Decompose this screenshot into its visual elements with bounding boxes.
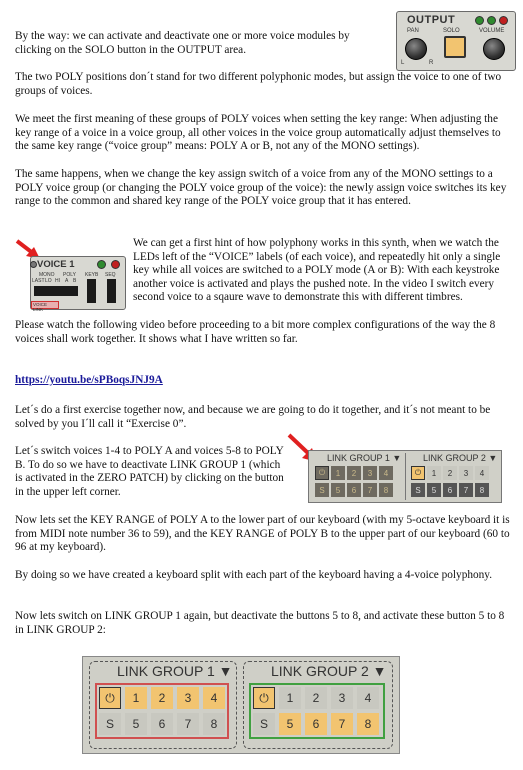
lg1-large-solo-button[interactable]: S [99,713,121,735]
paragraph-8: Let´s switch voices 1-4 to POLY A and voices 5-8 to POLY B. To do so we have to deactivate LINK GROUP 1 (which is activated in the ZERO PATCH) by clicking on the button in the upper left corner. [15,445,284,498]
link-group-divider [405,453,406,500]
lg2-large-button-4[interactable]: 4 [357,687,379,709]
keyb-label: KEYB [85,272,99,278]
pan-knob[interactable] [405,38,427,60]
paragraph-4: The same happens, when we change the key assign switch of a voice from any of the MONO settings to a POLY voice group (or changing the POLY voice group of the voice): the newly assign voice switches its key range to the common and shared key range of the POLY voice group that it has entered. [15,168,507,208]
pan-right-mark: R [429,60,434,66]
lg1-button-6[interactable]: 6 [347,483,361,497]
output-led-3-icon [499,16,508,25]
lg1-large-button-2[interactable]: 2 [151,687,173,709]
link-group-2-title: LINK GROUP 2 ▼ [423,453,498,463]
lg1-button-2[interactable]: 2 [347,466,361,480]
lg1-large-power-button[interactable]: ⏻ [99,687,121,709]
lg1-large-button-4[interactable]: 4 [203,687,225,709]
lg2-large-button-6[interactable]: 6 [305,713,327,735]
volume-label: VOLUME [479,28,505,34]
lg2-button-2[interactable]: 2 [443,466,457,480]
output-title: OUTPUT [407,14,456,26]
paragraph-6: Please watch the following video before proceeding to a bit more complex configurations of the way the 8 voices shall work together. It shows what I have written so far. [15,319,496,345]
paragraph-7: Let´s do a first exercise together now, and because we are going to do it together, and it´s not meant to be solved by you I´ll call it “Exercise 0”. [15,404,491,430]
lg1-large-button-7[interactable]: 7 [177,713,199,735]
lg2-large-button-2[interactable]: 2 [305,687,327,709]
link-group-2-large-title: LINK GROUP 2 ▼ [271,663,387,679]
link-group-1-large-title: LINK GROUP 1 ▼ [117,663,233,679]
b-label: B [73,278,77,284]
video-link[interactable]: https://youtu.be/sPBoqsJNJ9A [15,374,163,386]
output-led-2-icon [487,16,496,25]
lg2-large-button-3[interactable]: 3 [331,687,353,709]
output-module [396,11,516,71]
lg1-large-button-5[interactable]: 5 [125,713,147,735]
lg2-button-7[interactable]: 7 [459,483,473,497]
paragraph-5: We can get a first hint of how polyphony works in this synth, when we watch the LEDs left of the “VOICE” labels (of each voice), and repeatedly hit only a single key while all voices are switched to a POLY mode (A or B): With each keystroke another voice is activated and plays the pushed note. In the video I switch every second voice to a sqaure wave to demonstrate this with different timbres. [133,237,501,304]
voice-module [30,256,126,310]
pan-left-mark: L [401,60,405,66]
solo-button[interactable] [444,36,466,58]
lg1-button-3[interactable]: 3 [363,466,377,480]
voice-title: VOICE 1 [37,259,75,270]
lg2-button-6[interactable]: 6 [443,483,457,497]
lg2-large-power-button[interactable]: ⏻ [253,687,275,709]
keyb-switch[interactable] [87,279,96,303]
lg2-button-4[interactable]: 4 [475,466,489,480]
lg2-button-5[interactable]: 5 [427,483,441,497]
lg2-large-button-1[interactable]: 1 [279,687,301,709]
paragraph-11: Now lets switch on LINK GROUP 1 again, but deactivate the buttons 5 to 8, and activate these button 5 to 8 in LINK GROUP 2: [15,610,505,636]
lg2-button-8[interactable]: 8 [475,483,489,497]
hi-label: HI [55,278,60,284]
seq-switch[interactable] [107,279,116,303]
last-label: LAST [32,278,45,284]
lg2-button-3[interactable]: 3 [459,466,473,480]
lg1-large-button-8[interactable]: 8 [203,713,225,735]
pan-label: PAN [407,28,419,34]
lg2-large-button-5[interactable]: 5 [279,713,301,735]
lg1-power-button[interactable]: ⏻ [315,466,329,480]
link-group-1-title: LINK GROUP 1 ▼ [327,453,402,463]
paragraph-3: We meet the first meaning of these groups of POLY voices when setting the key range: When adjusting the key range of a voice in a voice group, all other voices in the voice group automatically adjust themselves to the same key range (“voice group” means: POLY A or B, not any of the MONO settings). [15,113,501,153]
paragraph-10: By doing so we have created a keyboard split with each part of the keyboard having a 4-voice polyphony. [15,569,493,581]
voice-led-green-icon [97,260,106,269]
a-label: A [65,278,69,284]
lg2-solo-button[interactable]: S [411,483,425,497]
lo-label: LO [45,278,52,284]
lg2-large-button-7[interactable]: 7 [331,713,353,735]
lg2-power-button[interactable]: ⏻ [411,466,425,480]
lg1-button-5[interactable]: 5 [331,483,345,497]
lg2-large-button-8[interactable]: 8 [357,713,379,735]
voice-link-tag [31,301,59,312]
output-led-1-icon [475,16,484,25]
volume-knob[interactable] [483,38,505,60]
link-group-panel-small [308,450,502,503]
voice-led-icon [30,261,37,268]
lg1-button-4[interactable]: 4 [379,466,393,480]
lg1-button-7[interactable]: 7 [363,483,377,497]
voice-link-label: VOICE LINK [33,302,48,312]
poly-label: POLY [63,272,76,278]
mono-label: MONO [39,272,55,278]
lg1-solo-button[interactable]: S [315,483,329,497]
paragraph-2: The two POLY positions don´t stand for two different polyphonic modes, but assign the voice to one of two groups of voices. [15,71,502,97]
solo-label: SOLO [443,28,460,34]
paragraph-1: By the way: we can activate and deactivate one or more voice modules by clicking on the SOLO button in the OUTPUT area. [15,30,350,56]
seq-label: SEQ [105,272,116,278]
lg2-large-solo-button[interactable]: S [253,713,275,735]
lg1-button-8[interactable]: 8 [379,483,393,497]
paragraph-9: Now lets set the KEY RANGE of POLY A to the lower part of our keyboard (with my 5-octave keyboard it is from MIDI note number 36 to 59), and the KEY RANGE of POLY B to the upper part of our keyboard (60 to 96 at my keyboard). [15,514,510,554]
voice-illustration [14,238,130,310]
key-assign-switch[interactable] [34,286,78,296]
lg1-large-button-6[interactable]: 6 [151,713,173,735]
link-group-panel-large [82,656,400,754]
lg1-button-1[interactable]: 1 [331,466,345,480]
lg1-large-button-3[interactable]: 3 [177,687,199,709]
lg1-large-button-1[interactable]: 1 [125,687,147,709]
voice-led-red-icon [111,260,120,269]
lg2-button-1[interactable]: 1 [427,466,441,480]
